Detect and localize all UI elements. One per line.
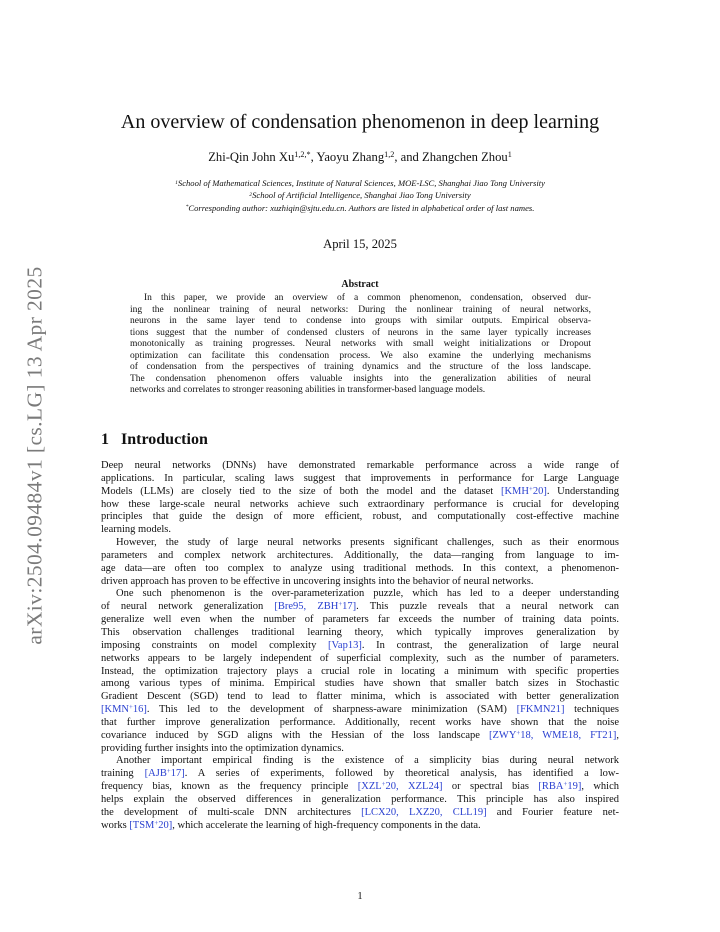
affiliation-mark: 1 (175, 179, 178, 186)
affiliation-text: Corresponding author: xuzhiqin@sjtu.edu.cn. Authors are listed in alphabetical order of last names. (188, 202, 535, 213)
body-text: , which accelerate the learning of high-frequency components in the data. (172, 819, 481, 831)
affiliation-text: School of Mathematical Sciences, Institute of Natural Sciences, MOE-LSC, Shanghai Jiao Tong University (177, 178, 545, 188)
body-line (101, 781, 619, 794)
body-line: parameters and complex network architectures. Additionally, the data—ranging from language to im- (101, 549, 619, 561)
body-line: However, the study of large neural networks presents significant challenges, such as their enormous (116, 537, 619, 549)
citation-link[interactable]: [ZWY+18, WME18, FT21] (489, 729, 617, 741)
body-text: training (101, 768, 145, 780)
affiliation-text: School of Artificial Intelligence, Shanghai Jiao Tong University (252, 190, 471, 201)
corresponding-author-note (95, 202, 625, 214)
citation-link[interactable]: [KMH+20] (500, 485, 547, 497)
citation-text: KMH (504, 485, 529, 497)
author-list (100, 149, 620, 165)
body-text: works (101, 819, 130, 831)
body-text: frequency bias, known as the frequency principle (101, 781, 358, 793)
citation-text: 19 (567, 781, 578, 793)
body-line: that further improve generalization performance. Additionally, recent works have shown that the noise (101, 716, 619, 728)
body-line: This observation challenges traditional learning theory, which typically improves generalization by (101, 626, 619, 638)
affiliation-line (95, 177, 625, 189)
citation-sup: + (154, 819, 159, 827)
body-text: and Fourier feature net- (486, 806, 619, 818)
citation-sup: + (338, 601, 343, 609)
citation-sup: + (528, 485, 533, 493)
citation-text: 20 (532, 485, 544, 497)
author-separator: , (310, 150, 317, 164)
body-text: . Understanding (546, 485, 619, 497)
abstract-line: monotonically as training progresses. Neural networks with small weight initializations or Dropout (130, 339, 591, 350)
citation-text: 18 (520, 729, 531, 741)
citation-link[interactable]: [Vap13] (328, 639, 362, 651)
affiliation-line (95, 189, 625, 201)
citation-sup: + (129, 703, 133, 711)
affiliations (95, 177, 625, 214)
author-name: Yaoyu Zhang (316, 150, 385, 164)
abstract-body (130, 293, 591, 397)
citation-sup: + (166, 768, 171, 776)
author-separator: , and (394, 150, 422, 164)
citation-text: LXZ20 (408, 806, 440, 818)
citation-text: KMN (104, 704, 130, 716)
author-affiliation-marks: 1 (507, 150, 512, 160)
page-number: 1 (357, 891, 363, 902)
introduction-body (101, 460, 619, 832)
body-line (101, 486, 619, 499)
citation-link[interactable]: [Bre95, ZBH+17] (274, 601, 357, 613)
citation-sup: + (381, 781, 386, 789)
body-text: . A series of experiments, followed by theoretical analysis, has identified a low- (184, 768, 619, 780)
body-line: driven approach has proven to be effective in uncovering insights into the behavior of neural networks. (101, 575, 534, 587)
citation-text: 17 (342, 601, 353, 613)
affiliation-mark: 2 (249, 191, 253, 198)
abstract-line: of condensation from the perspectives of training dynamics and the structure of the loss landscape. (130, 362, 591, 373)
body-text: . In contrast, the generalization of large neural (361, 639, 619, 651)
author-name: Zhangchen Zhou (422, 150, 508, 164)
citation-text: 20 (385, 781, 397, 793)
citation-text: Vap13 (331, 639, 359, 651)
citation-sup: + (563, 781, 568, 789)
abstract-line: networks and correlates to stronger reasoning abilities in transformer-based language models. (130, 385, 486, 396)
abstract-line: The condensation phenomenon offers valuable insights into the generalization abilities of neural (130, 373, 591, 384)
section-heading-introduction (101, 430, 208, 450)
abstract-line: tions suggest that the number of condensed clusters of neurons in the same layer typically increases (130, 327, 591, 338)
citation-text: LCX20 (364, 806, 397, 818)
citation-link[interactable]: [AJB+17] (144, 768, 185, 780)
body-line: how these large-scale neural networks achieve such extraordinary performance is crucial for developing (101, 498, 619, 510)
citation-text: AJB (148, 768, 167, 780)
body-text: of neural network generalization (101, 601, 275, 613)
body-text: , (616, 729, 620, 741)
body-line (101, 768, 619, 781)
body-line: helps explain the observed differences in generalization performance. This principle has also inspired (101, 793, 619, 805)
arxiv-identifier: arXiv:2504.09484v1 [cs.LG] 13 Apr 2025 (22, 265, 47, 645)
abstract-line: optimization can facilitate this condensation process. We also examine the underlying mechanisms (130, 350, 591, 361)
body-line (101, 640, 619, 653)
citation-link[interactable]: [LCX20, LXZ20, CLL19] (361, 806, 487, 818)
body-text: imposing constraints on model complexity (101, 639, 329, 651)
abstract-heading: Abstract (341, 279, 379, 290)
body-line: age data—are often too complex to analyze using traditional methods. In this context, a phenomenon- (101, 562, 619, 574)
body-line: Instead, the optimization trajectory plays a crucial role in locating a minimum with specific properties (101, 665, 619, 677)
citation-text: 17 (170, 768, 182, 780)
section-number: 1 (101, 431, 109, 448)
body-text: . This led to the development of sharpness-aware minimization (SAM) (146, 704, 517, 716)
citation-link[interactable]: [FKMN21] (516, 704, 565, 716)
abstract-line: ing the nonlinear training of neural networks: During the nonlinear training of neural networks, (130, 304, 591, 315)
citation-link[interactable]: [TSM+20] (129, 819, 173, 831)
body-line: Gradient Descent (SGD) tend to lead to flatter minima, which is associated with better generalization (101, 691, 619, 703)
affiliation-mark: * (185, 204, 189, 211)
body-line: principles that guide the design of more efficient, robust, and computationally cost-effective machine (101, 511, 619, 523)
body-line: among various types of minima. Empirical studies have shown that smaller batch sizes in Stochastic (101, 678, 619, 690)
citation-text: CLL19 (452, 806, 484, 818)
citation-text: RBA (541, 781, 564, 793)
citation-text: WME18 (542, 729, 579, 741)
citation-link[interactable]: [KMN+16] (101, 703, 147, 716)
paper-title: An overview of condensation phenomenon in deep learning (120, 111, 600, 133)
citation-text: 16 (132, 704, 144, 716)
body-text: techniques (564, 704, 620, 716)
body-text: Models (LLMs) are closely tied to the size of both the model and the dataset (101, 485, 501, 497)
citation-text: FKMN21 (520, 704, 561, 716)
body-text: , which (581, 781, 619, 793)
citation-text: XZL24 (408, 781, 439, 793)
body-line: providing further insights into the optimization dynamics. (101, 742, 344, 754)
abstract-line: In this paper, we provide an overview of a common phenomenon, condensation, observed dur- (144, 293, 591, 303)
body-text: covariance induced by SGD aligns with the Hessian of the loss landscape (101, 729, 489, 741)
citation-sup: + (516, 729, 521, 737)
author-affiliation-marks: 1,2 (384, 150, 395, 160)
body-text: or spectral bias (442, 781, 539, 793)
citation-text: Bre95 (277, 601, 304, 613)
body-line: One such phenomenon is the over-parameterization puzzle, which has led to a deeper understanding (116, 588, 619, 600)
body-line: networks appears to be largely independent of superficial complexity, such as the number of parameters. (101, 652, 619, 664)
body-text: . This puzzle reveals that a neural network can (356, 601, 620, 613)
body-line (101, 704, 619, 717)
body-line: applications. In particular, scaling laws suggest that improvements in performance for Large Language (101, 472, 619, 484)
body-text: the development of multi-scale DNN architectures (101, 806, 362, 818)
citation-text: ZBH (317, 601, 339, 613)
citation-text: FT21 (590, 729, 613, 741)
body-line: Deep neural networks (DNNs) have demonstrated remarkable performance across a wide range of (101, 460, 619, 471)
citation-link[interactable]: [RBA+19] (538, 781, 582, 793)
body-line: Another important empirical finding is the existence of a simplicity bias during neural network (116, 755, 619, 767)
body-line (101, 807, 619, 820)
body-line: generalize well even when the number of parameters far exceeds the number of training data points. (101, 614, 619, 626)
citation-text: XZL (361, 781, 382, 793)
body-line (101, 730, 619, 743)
section-title: Introduction (121, 431, 208, 448)
body-line: learning models. (101, 524, 171, 536)
abstract-line: neurons in the same layer tend to condense into groups with similar outputs. Empirical observa- (130, 316, 591, 327)
publication-date: April 15, 2025 (323, 237, 397, 251)
citation-link[interactable]: [XZL+20, XZL24] (357, 781, 443, 793)
citation-text: ZWY (492, 729, 517, 741)
arxiv-identifier-stamp (10, 252, 60, 658)
citation-text: 20 (158, 819, 169, 831)
author-affiliation-marks: 1,2,* (294, 150, 311, 160)
body-line (101, 820, 619, 833)
citation-text: TSM (132, 819, 155, 831)
body-line (101, 601, 619, 614)
author-name: Zhi-Qin John Xu (208, 150, 295, 164)
